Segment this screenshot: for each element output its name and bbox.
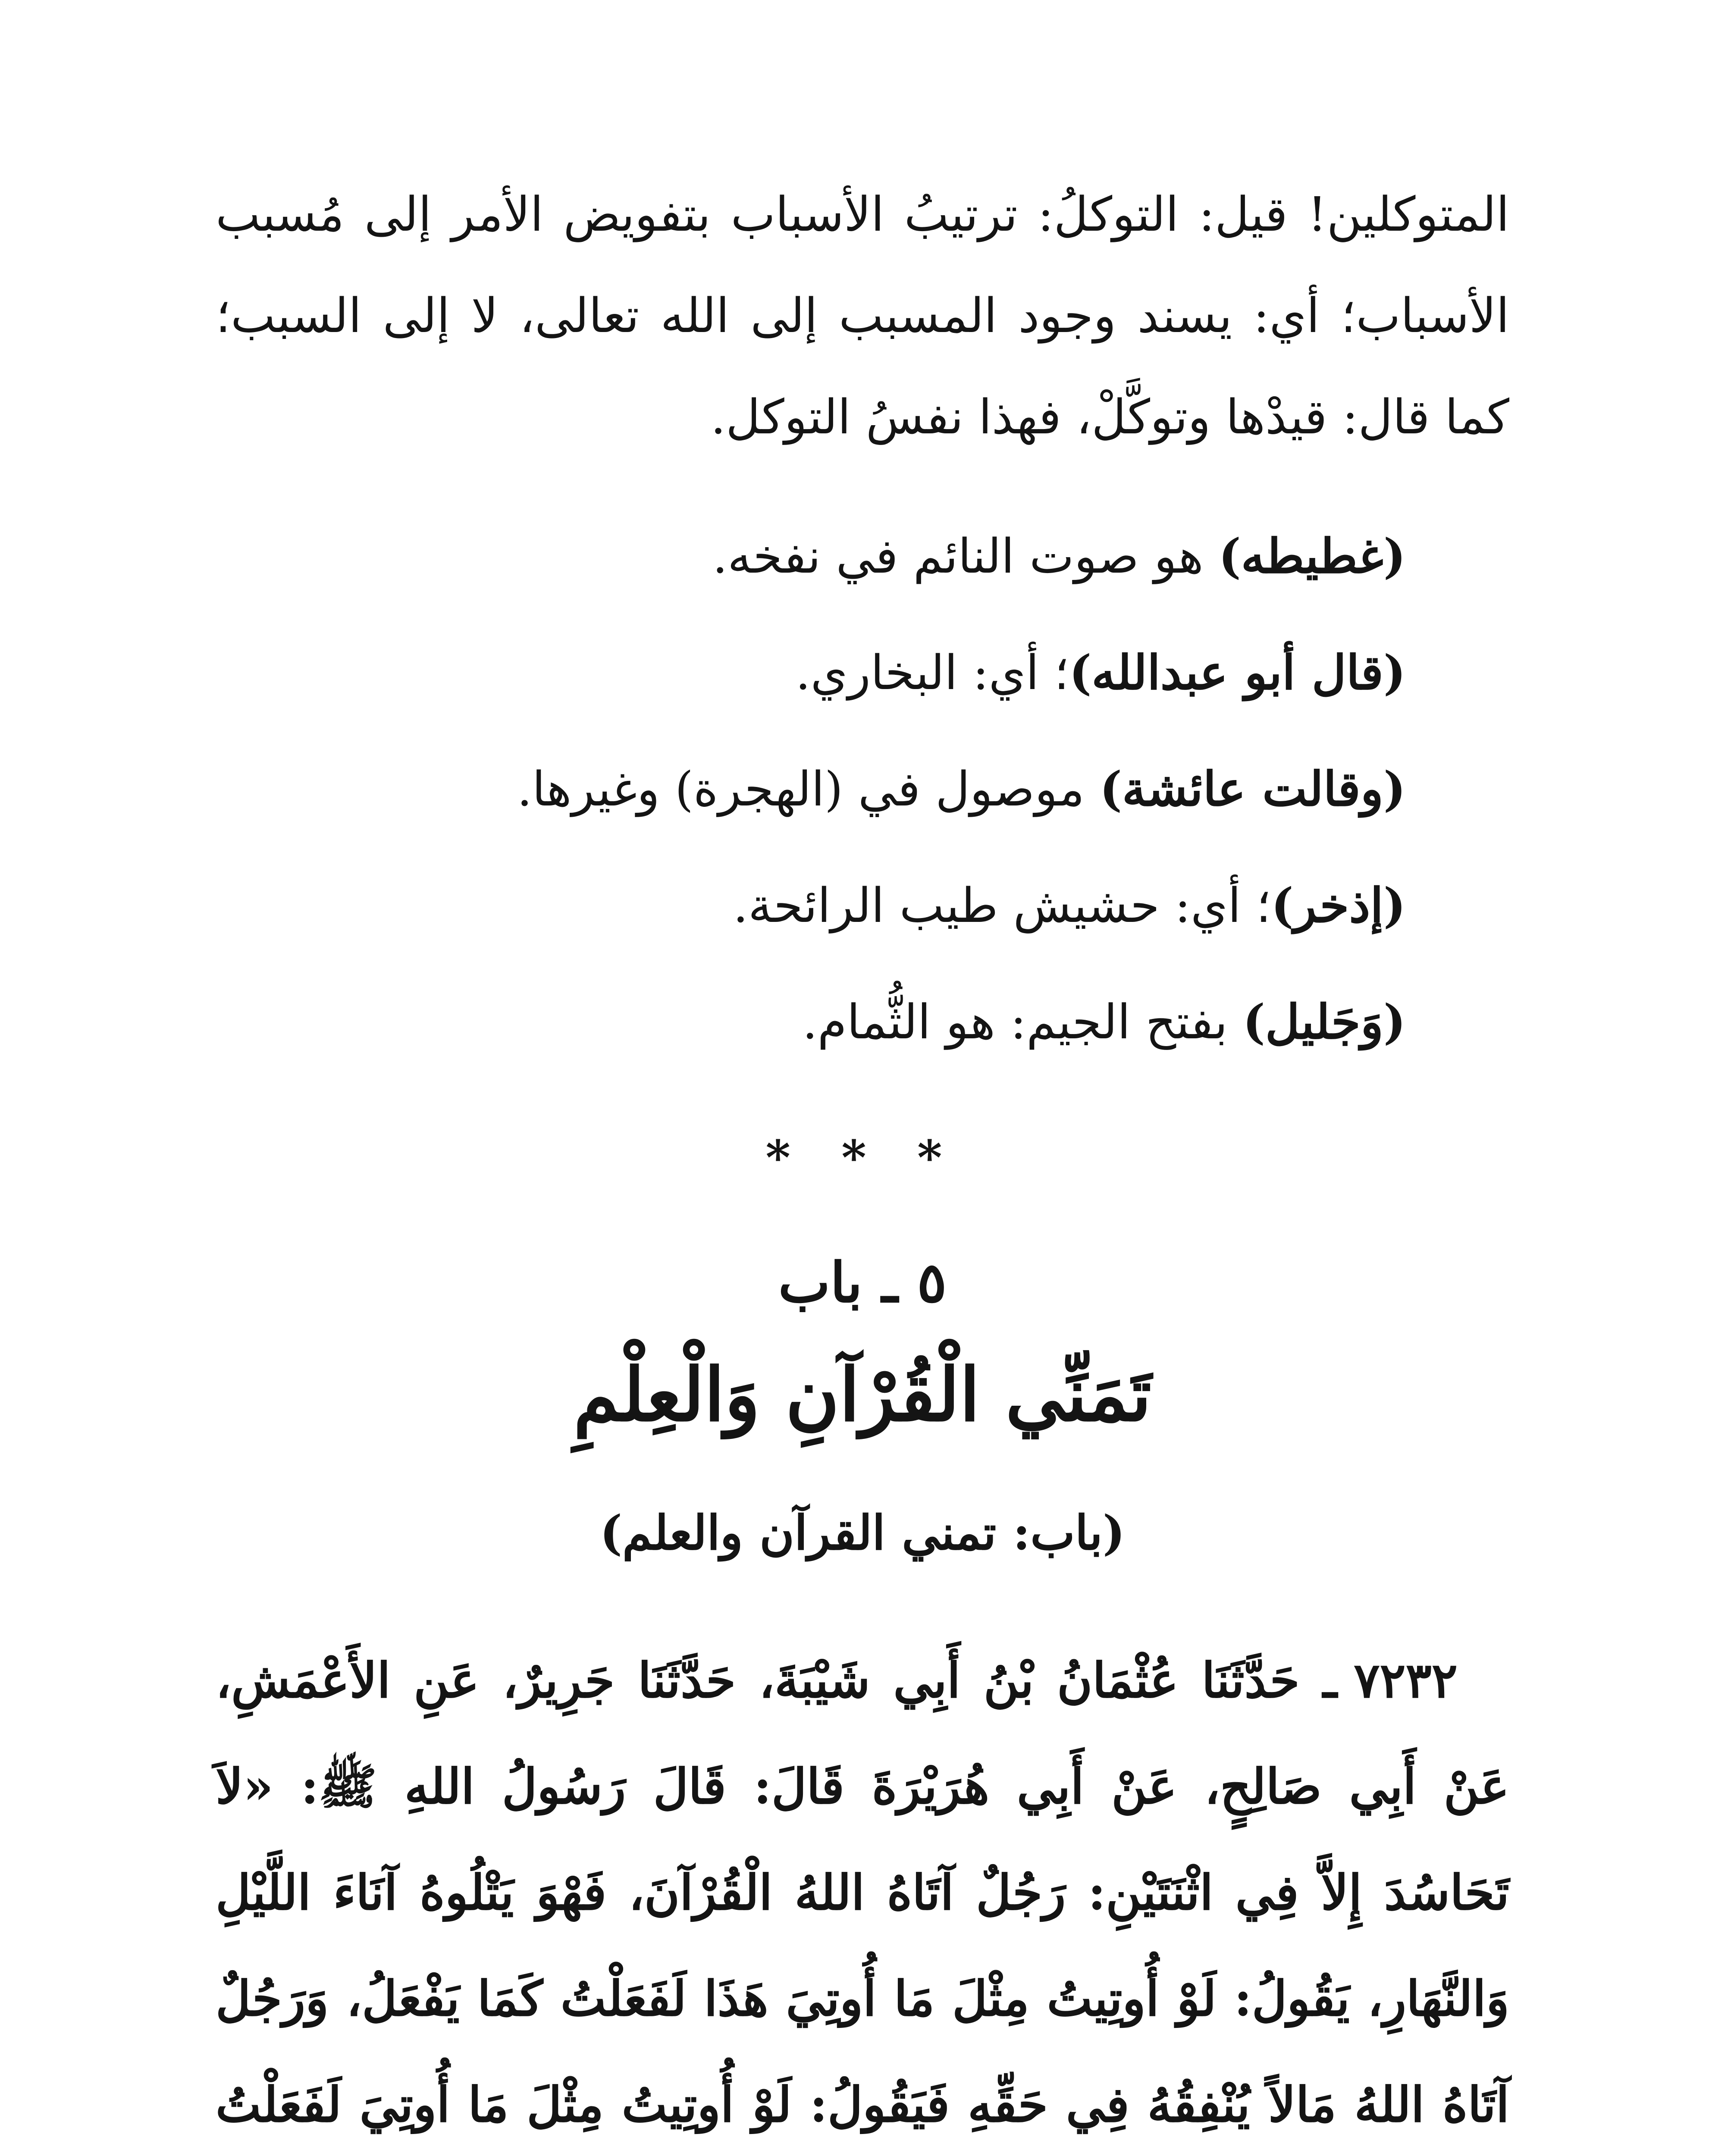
note-term: (وَجَليل): [1242, 994, 1406, 1050]
section-separator: * * *: [765, 1130, 960, 1185]
note-term: (غطيطه): [1218, 528, 1406, 584]
intro-paragraph: المتوكلين! قيل: التوكلُ: ترتيبُ الأسباب بتفويض الأمر إلى مُسبب الأسباب؛ أي: يسند وجود المسبب إلى الله تعالى، لا إلى السبب؛ كما قال: قيدْها وتوكَّلْ، فهذا نفسُ التوكل.: [216, 187, 1509, 445]
note-text: ؛ أي: البخاري.: [795, 645, 1069, 700]
hadith-paragraph: [216, 1628, 1509, 2156]
note-text: بفتح الجيم: هو الثُّمام.: [802, 994, 1243, 1050]
page-body: [216, 164, 1509, 2156]
note-aisha: [216, 731, 1509, 847]
note-ghatit: [216, 498, 1509, 614]
note-term: (قال أبو عبدالله): [1069, 645, 1406, 700]
note-term: (وقالت عائشة): [1099, 761, 1406, 817]
note-jalil: [216, 964, 1509, 1080]
note-idhkhir: [216, 847, 1509, 964]
chapter-title: تَمَنِّي الْقُرْآنِ وَالْعِلْمِ: [573, 1352, 1152, 1438]
note-text: ؛ أي: حشيش طيب الرائحة.: [733, 878, 1271, 933]
chapter-number: ٥ ـ باب: [778, 1250, 947, 1315]
note-text: هو صوت النائم في نفخه.: [712, 529, 1219, 584]
note-term: (إذخر): [1271, 877, 1406, 933]
hadith-text: حَدَّثَنَا عُثْمَانُ بْنُ أَبِي شَيْبَةَ، حَدَّثَنَا جَرِيرٌ، عَنِ الأَعْمَشِ، عَنْ أَبِي صَالِحٍ، عَنْ أَبِي هُرَيْرَةَ قَالَ: قَالَ رَسُولُ اللهِ ﷺ: «لاَ تَحَاسُدَ إِلاَّ فِي اثْنَتَيْنِ: رَجُلٌ آتَاهُ اللهُ الْقُرْآنَ، فَهْوَ يَتْلُوهُ آنَاءَ اللَّيْلِ وَالنَّهَارِ، يَقُولُ: لَوْ أُوتِيتُ مِثْلَ مَا أُوتِيَ هَذَا لَفَعَلْتُ كَمَا يَفْعَلُ، وَرَجُلٌ آتَاهُ اللهُ مَالاً يُنْفِقُهُ فِي حَقِّهِ فَيَقُولُ: لَوْ أُوتِيتُ مِثْلَ مَا أُوتِيَ لَفَعَلْتُ: [216, 1652, 1509, 2133]
note-abu-abdullah: [216, 614, 1509, 731]
notes-list: [216, 498, 1509, 1080]
chapter-subtitle: (باب: تمني القرآن والعلم): [599, 1505, 1125, 1561]
hadith-number: ٧٢٣٢ ـ: [1323, 1652, 1458, 1709]
note-text: موصول في (الهجرة) وغيرها.: [517, 761, 1100, 817]
